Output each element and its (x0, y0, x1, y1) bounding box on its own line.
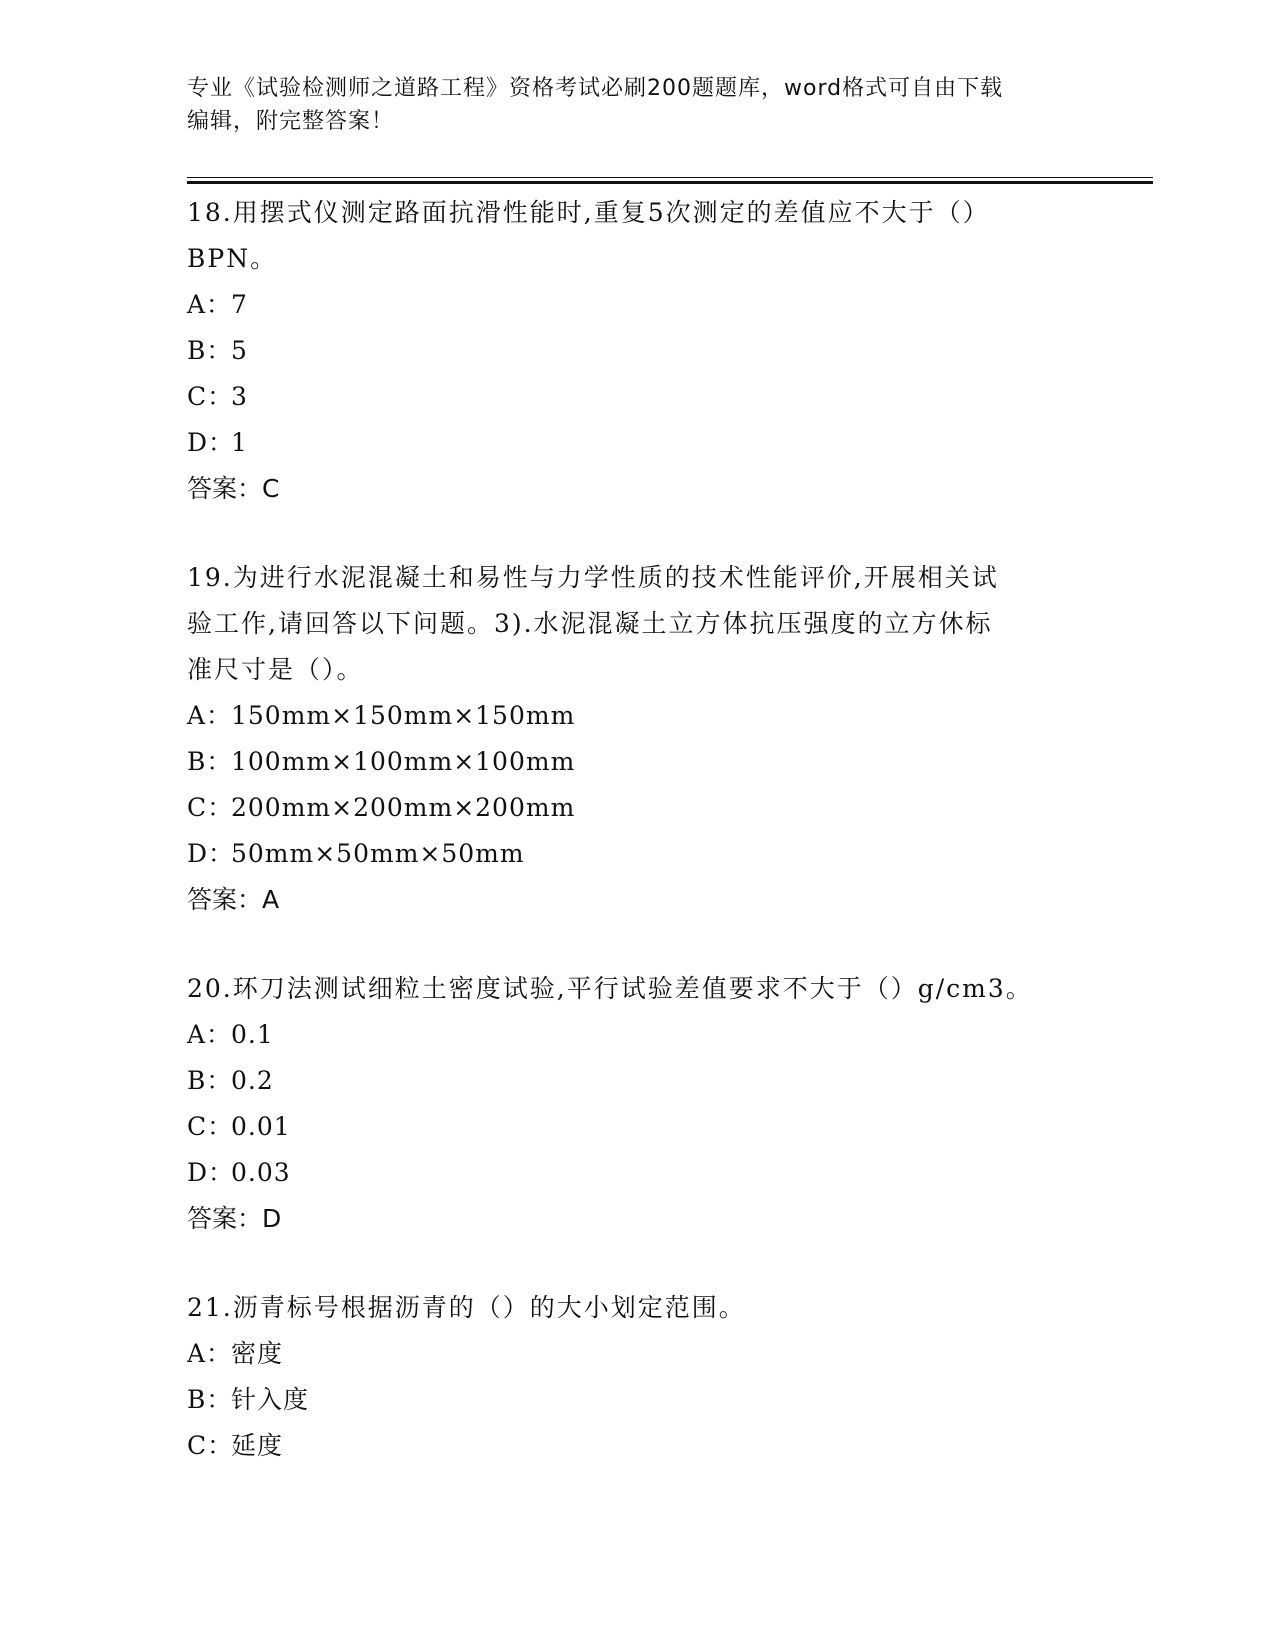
option-b (187, 328, 1087, 374)
option-value: 延度 (231, 1431, 284, 1460)
question-20 (187, 966, 1087, 1242)
option-d (187, 420, 1087, 466)
option-c (187, 785, 1087, 831)
option-value: 1 (231, 428, 248, 457)
option-c (187, 1423, 1087, 1469)
option-b (187, 1058, 1087, 1104)
header-title-line-2: 编辑，附完整答案！ (187, 109, 395, 134)
question-text-line: 验工作,请回答以下问题。3).水泥混凝土立方体抗压强度的立方休标 (187, 609, 993, 638)
option-value: 0.03 (231, 1158, 291, 1187)
option-value: 5 (231, 336, 248, 365)
option-value: 密度 (231, 1339, 284, 1368)
question-text-line: 19.为进行水泥混凝土和易性与力学性质的技术性能评价,开展相关试 (187, 563, 999, 592)
option-d (187, 1150, 1087, 1196)
option-key: A： (187, 1339, 233, 1368)
option-a (187, 282, 1087, 328)
option-key: C： (187, 1112, 234, 1141)
header-divider-thick (187, 181, 1153, 184)
option-a (187, 693, 1087, 739)
question-text-line: 20.环刀法测试细粒土密度试验,平行试验差值要求不大于（）g/cm3。 (187, 974, 1033, 1003)
option-key: C： (187, 382, 234, 411)
question-text-line: 21.沥青标号根据沥青的（）的大小划定范围。 (187, 1293, 746, 1322)
document-header (187, 72, 1087, 138)
option-a (187, 1012, 1087, 1058)
question-18 (187, 190, 1087, 512)
option-b (187, 1377, 1087, 1423)
option-key: C： (187, 793, 234, 822)
header-title-line-1: 专业《试验检测师之道路工程》资格考试必刷200题题库，word格式可自由下载 (187, 76, 1004, 101)
option-value: 150mm×150mm×150mm (231, 701, 576, 730)
answer-line: 答案：C (187, 474, 280, 503)
option-value: 0.1 (231, 1020, 274, 1049)
option-c (187, 1104, 1087, 1150)
option-value: 针入度 (231, 1385, 310, 1414)
option-a (187, 1331, 1087, 1377)
option-key: A： (187, 701, 233, 730)
option-key: C： (187, 1431, 234, 1460)
header-divider-thin (187, 177, 1153, 178)
option-value: 200mm×200mm×200mm (231, 793, 576, 822)
option-value: 100mm×100mm×100mm (231, 747, 576, 776)
question-text-line: BPN。 (187, 244, 278, 273)
option-key: B： (187, 1066, 233, 1095)
option-key: D： (187, 839, 235, 868)
answer-line: 答案：D (187, 1204, 282, 1233)
answer-line: 答案：A (187, 885, 280, 914)
question-list (187, 190, 1087, 1469)
option-b (187, 739, 1087, 785)
option-c (187, 374, 1087, 420)
option-value: 0.01 (231, 1112, 291, 1141)
option-value: 0.2 (231, 1066, 274, 1095)
question-21 (187, 1285, 1087, 1469)
option-value: 50mm×50mm×50mm (231, 839, 525, 868)
option-key: D： (187, 1158, 235, 1187)
question-text-line: 18.用摆式仪测定路面抗滑性能时,重复5次测定的差值应不大于（） (187, 198, 990, 227)
option-key: B： (187, 336, 233, 365)
option-value: 7 (231, 290, 248, 319)
option-value: 3 (231, 382, 248, 411)
option-key: A： (187, 290, 233, 319)
option-key: B： (187, 1385, 233, 1414)
option-key: D： (187, 428, 235, 457)
question-19 (187, 555, 1087, 923)
option-key: A： (187, 1020, 233, 1049)
option-d (187, 831, 1087, 877)
option-key: B： (187, 747, 233, 776)
question-text-line: 准尺寸是（）。 (187, 655, 364, 684)
